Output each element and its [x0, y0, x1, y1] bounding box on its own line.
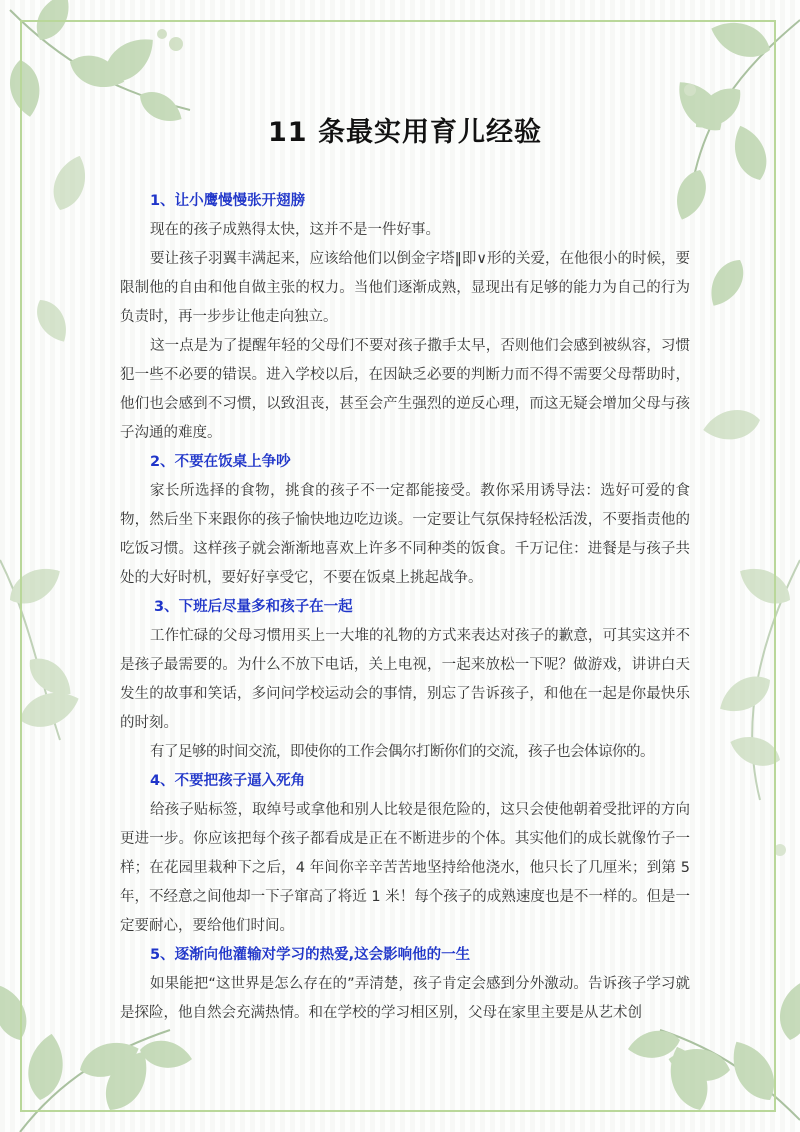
section-heading: 4、不要把孩子逼入死角: [150, 773, 306, 789]
paragraph: 有了足够的时间交流，即使你的工作会偶尔打断你们的交流，孩子也会体谅你的。: [150, 744, 654, 760]
section-heading: 3、下班后尽量多和孩子在一起: [154, 599, 353, 615]
paragraph: 家长所选择的食物，挑食的孩子不一定都能接受。教你采用诱导法：选好可爱的食物，然后坐下来跟你的孩子愉快地边吃边谈。一定要让气氛保持轻松活泼，不要指责他的吃饭习惯。这样孩子就会渐渐地喜欢上许多不同种类的饭食。千万记住：进餐是与孩子共处的大好时机，要好好享受它，不要在饭桌上挑起战争。: [120, 483, 690, 586]
paragraph: 这一点是为了提醒年轻的父母们不要对孩子撒手太早，否则他们会感到被纵容，习惯犯一些不必要的错误。进入学校以后，在因缺乏必要的判断力而不得不需要父母帮助时，他们也会感到不习惯，以致沮丧，甚至会产生强烈的逆反心理，而这无疑会增加父母与孩子沟通的难度。: [120, 338, 690, 441]
document-body: [120, 110, 690, 1028]
section-heading: 5、逐渐向他灌输对学习的热爱,这会影响他的一生: [150, 947, 471, 963]
document-title: 11 条最实用育儿经验: [268, 117, 542, 148]
section-3: [120, 593, 690, 767]
section-1: [120, 187, 690, 448]
section-heading: 1、让小鹰慢慢张开翅膀: [150, 193, 306, 209]
paragraph: 如果能把“这世界是怎么存在的”弄清楚，孩子肯定会感到分外激动。告诉孩子学习就是探险，他自然会充满热情。和在学校的学习相区别，父母在家里主要是从艺术创: [120, 976, 690, 1021]
paragraph: 要让孩子羽翼丰满起来，应该给他们以倒金字塔‖即∨形的关爱，在他很小的时候，要限制他的自由和他自做主张的权力。当他们逐渐成熟，显现出有足够的能力为自己的行为负责时，再一步步让他走向独立。: [120, 251, 690, 325]
section-heading: 2、不要在饭桌上争吵: [150, 454, 291, 470]
section-2: [120, 448, 690, 593]
section-4: [120, 767, 690, 941]
paragraph: 现在的孩子成熟得太快，这并不是一件好事。: [150, 222, 440, 238]
paragraph: 给孩子贴标签，取绰号或拿他和别人比较是很危险的，这只会使他朝着受批评的方向更进一步。你应该把每个孩子都看成是正在不断进步的个体。其实他们的成长就像竹子一样；在花园里栽种下之后，4 年间你辛辛苦苦地坚持给他浇水，他只长了几厘米；到第 5 年，不经意之间他却一下子窜高了将近 1 米！每个孩子的成熟速度也是不一样的。但是一定要耐心，要给他们时间。: [120, 802, 690, 934]
section-5: [120, 941, 690, 1028]
paragraph: 工作忙碌的父母习惯用买上一大堆的礼物的方式来表达对孩子的歉意，可其实这并不是孩子最需要的。为什么不放下电话，关上电视，一起来放松一下呢？做游戏，讲讲白天发生的故事和笑话，多问问学校运动会的事情，别忘了告诉孩子，和他在一起是你最快乐的时刻。: [120, 628, 690, 731]
